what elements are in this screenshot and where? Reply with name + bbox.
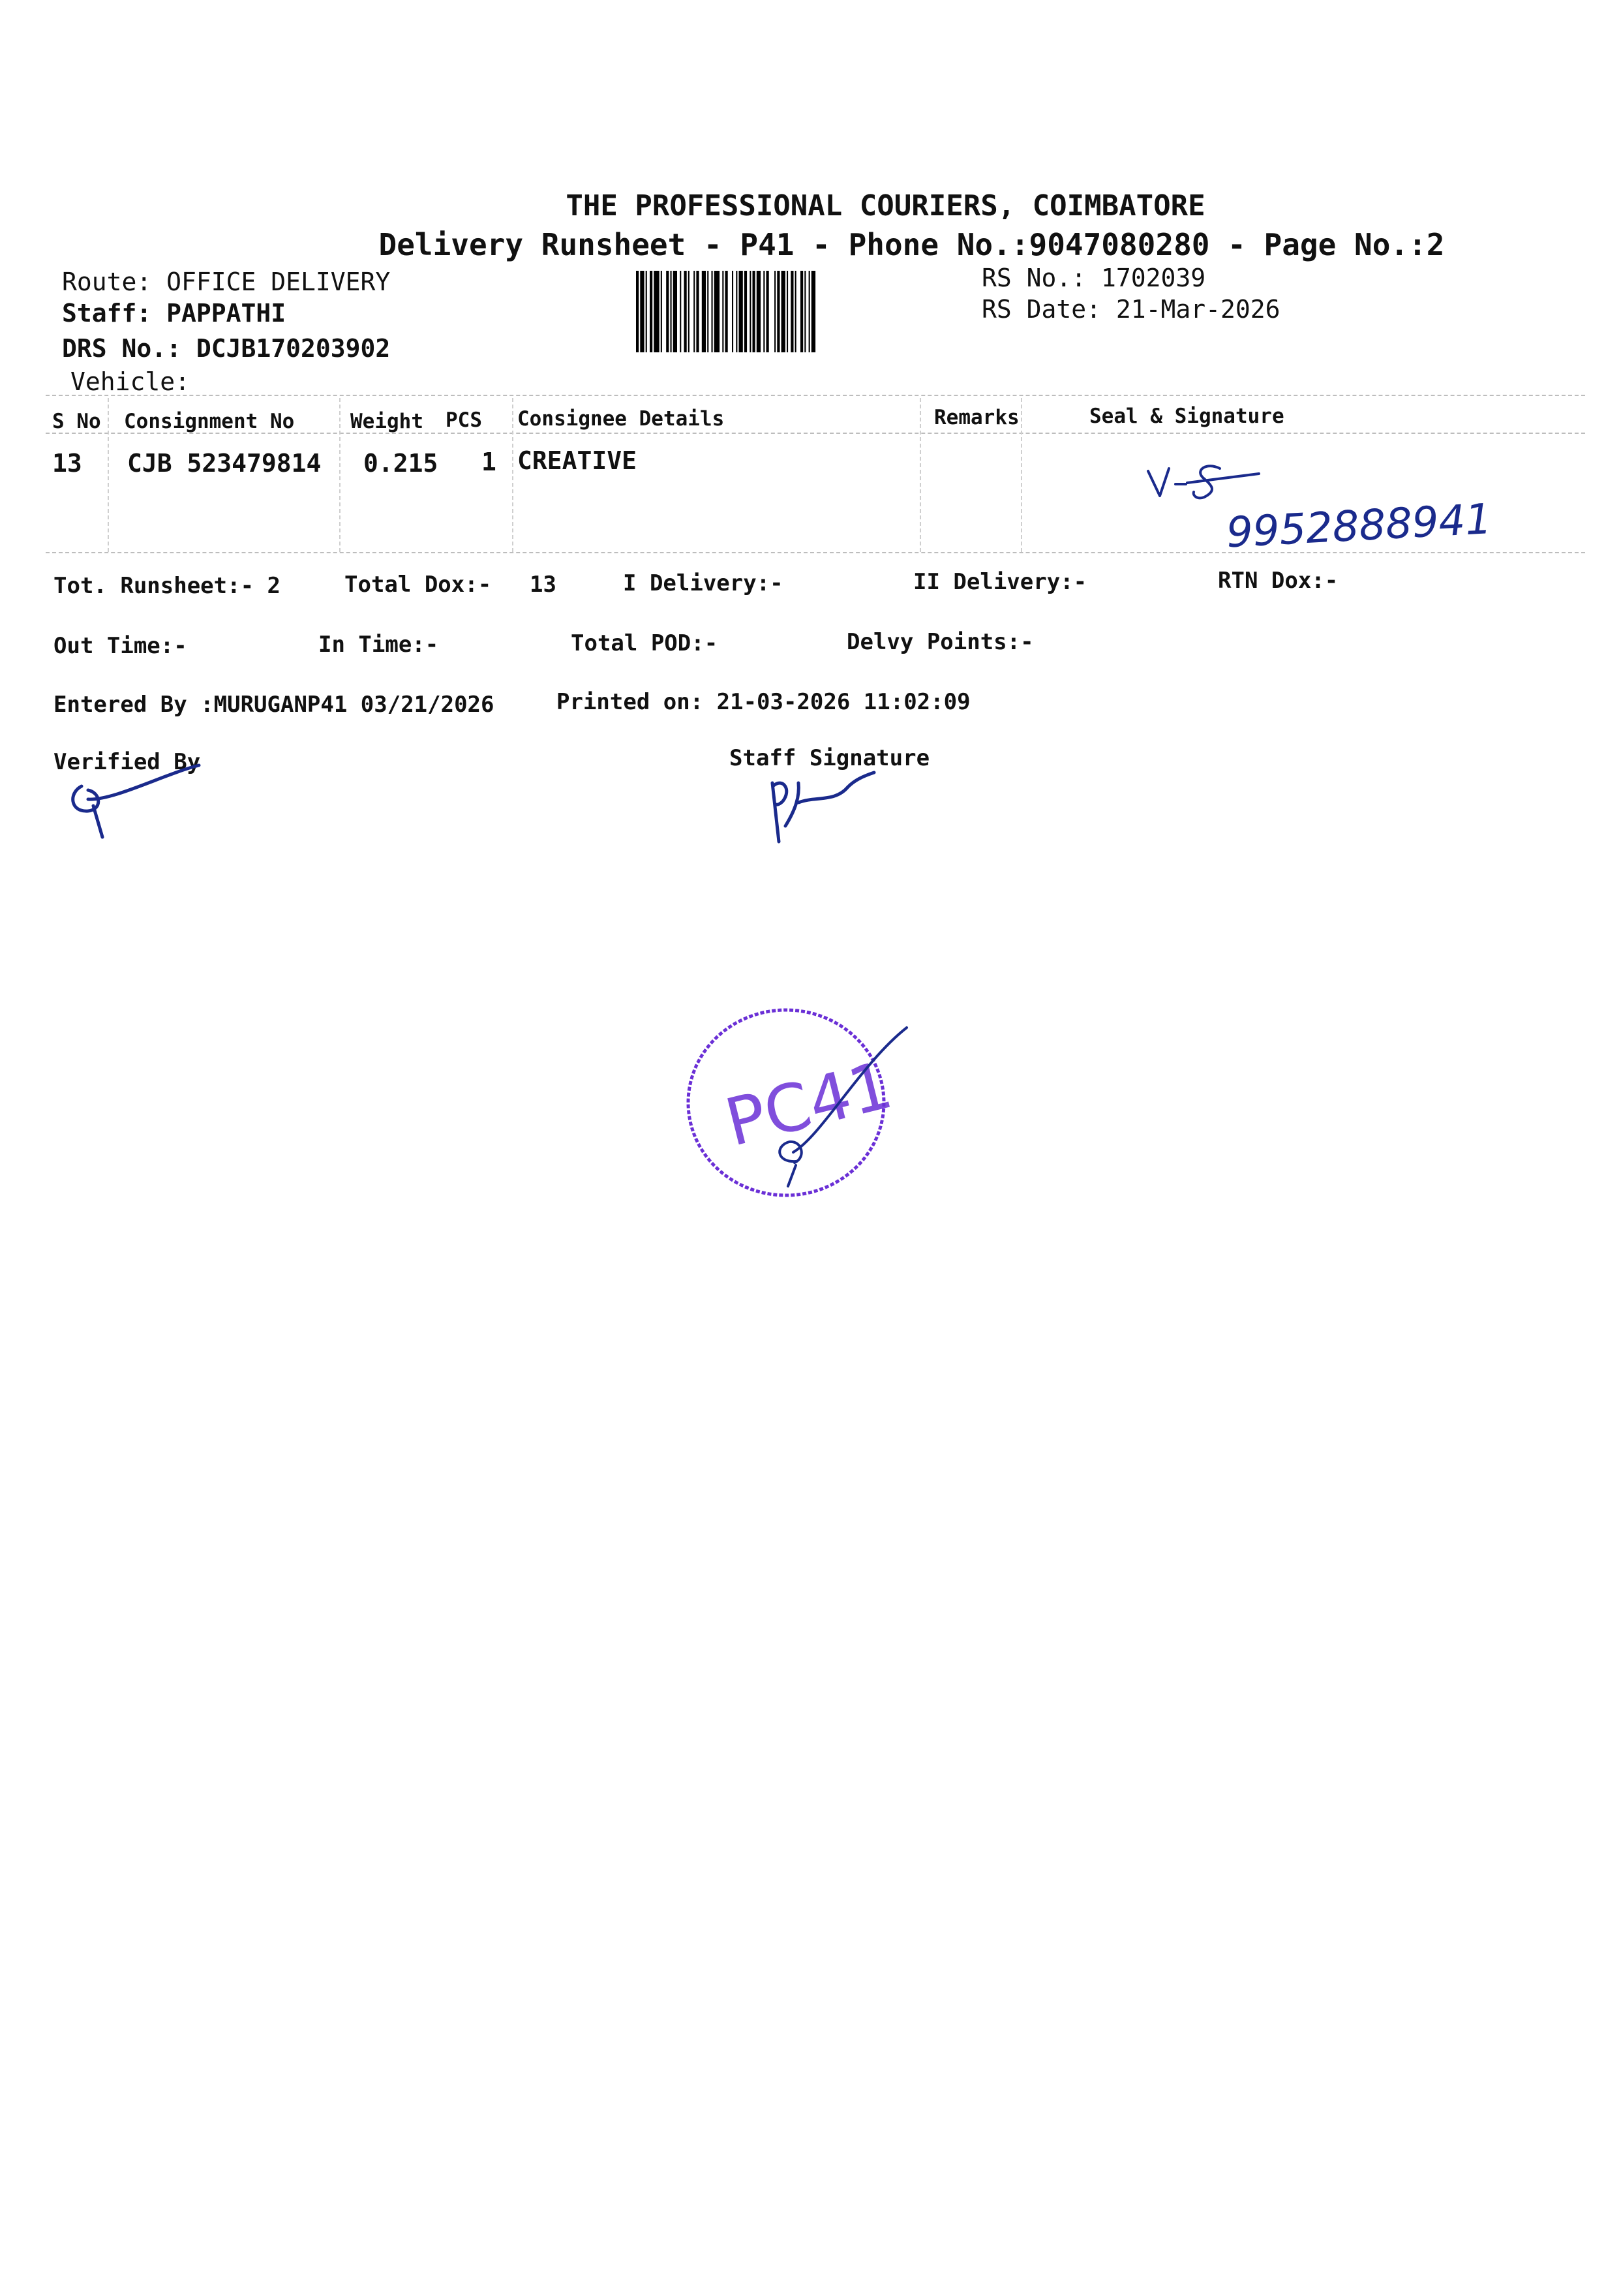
col-weight: Weight: [350, 410, 423, 433]
row-sno: 13: [52, 449, 82, 478]
verified-signature-icon: [62, 760, 219, 845]
vehicle-label: Vehicle:: [70, 367, 190, 396]
col-remarks: Remarks: [934, 406, 1020, 429]
col-consignee: Consignee Details: [517, 407, 725, 431]
svg-text:PC41: PC41: [718, 1046, 900, 1161]
staff-signature-label: Staff Signature: [729, 745, 930, 771]
col-seal-signature: Seal & Signature: [1089, 405, 1284, 428]
total-dox-label: Total Dox:-: [344, 572, 492, 598]
route-label: Route: OFFICE DELIVERY: [62, 268, 391, 296]
rs-date: RS Date: 21-Mar-2026: [982, 295, 1280, 324]
row-consignee: CREATIVE: [517, 446, 637, 475]
runsheet-subtitle: Delivery Runsheet - P41 - Phone No.:9047080280 - Page No.:2: [378, 227, 1445, 262]
svg-text:9952888941: 9952888941: [1225, 495, 1493, 558]
rs-number: RS No.: 1702039: [982, 264, 1206, 292]
receiver-signature-icon: [1135, 457, 1500, 561]
total-dox-value: 13: [530, 572, 556, 598]
staff-signature-icon: [757, 763, 887, 848]
drs-number: DRS No.: DCJB170203902: [62, 334, 391, 363]
col-sno: S No: [52, 410, 101, 433]
col-consignment: Consignment No: [124, 410, 295, 433]
tot-runsheet: Tot. Runsheet:- 2: [53, 573, 280, 599]
row-consignment: CJB 523479814: [127, 449, 322, 478]
ii-delivery: II Delivery:-: [913, 569, 1087, 595]
i-delivery: I Delivery:-: [623, 570, 783, 596]
barcode-icon: [636, 271, 975, 352]
staff-label: Staff: PAPPATHI: [62, 299, 286, 328]
row-pcs: 1: [481, 448, 496, 476]
pc41-stamp-icon: [678, 992, 926, 1207]
in-time: In Time:-: [318, 632, 439, 658]
delvy-points: Delvy Points:-: [847, 629, 1034, 655]
printed-on: Printed on: 21-03-2026 11:02:09: [556, 689, 971, 715]
rtn-dox: RTN Dox:-: [1218, 568, 1339, 594]
row-weight: 0.215: [363, 449, 438, 478]
out-time: Out Time:-: [53, 633, 187, 659]
entered-by: Entered By :MURUGANP41 03/21/2026: [53, 692, 494, 718]
company-title: THE PROFESSIONAL COURIERS, COIMBATORE: [566, 189, 1205, 222]
col-pcs: PCS: [446, 408, 482, 432]
verified-by-label: Verified By: [53, 749, 201, 775]
total-pod: Total POD:-: [571, 630, 718, 656]
